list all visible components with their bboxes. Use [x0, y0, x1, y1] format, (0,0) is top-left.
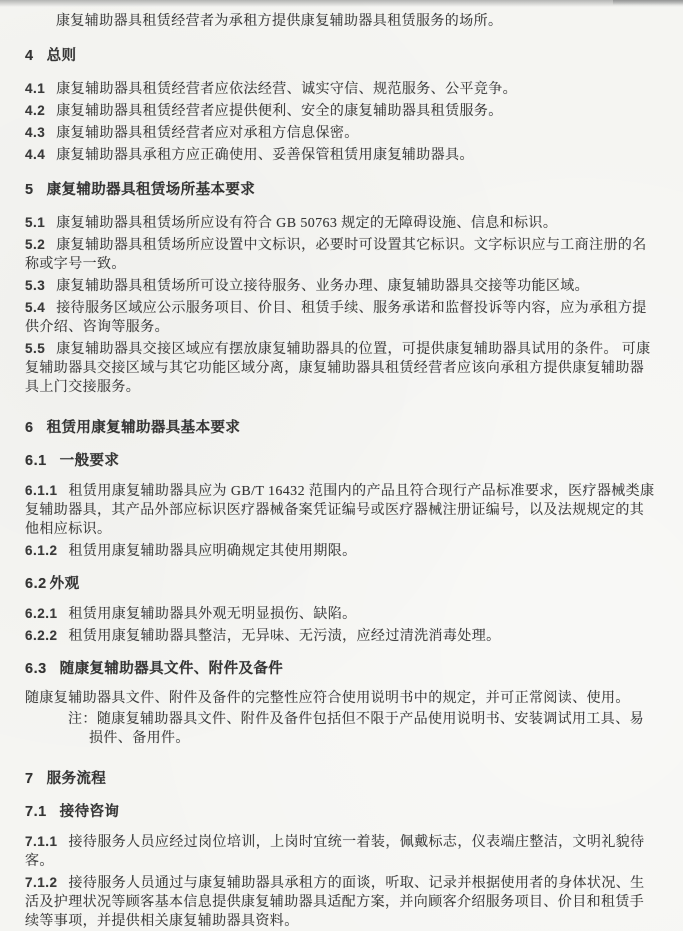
section-4-title: 总则	[46, 48, 77, 64]
clause-4-3-text: 康复辅助器具租赁经营者应对承租方信息保密。	[56, 126, 359, 141]
clause-4-1-text: 康复辅助器具租赁经营者应依法经营、诚实守信、规范服务、公平竞争。	[56, 82, 518, 97]
clause-6-2-1	[25, 604, 657, 624]
clause-6-2-2	[25, 626, 657, 646]
clause-6-1-2-number: 6.1.2	[25, 543, 58, 558]
clause-6-2-2-text: 租赁用康复辅助器具整洁，无异味、无污渍，应经过清洗消毒处理。	[68, 629, 501, 644]
clause-5-1-number: 5.1	[25, 215, 46, 230]
clause-5-3	[25, 276, 657, 296]
clause-6-1-2	[25, 541, 657, 561]
clause-4-4-number: 4.4	[25, 147, 46, 162]
heading-section-6	[25, 418, 657, 438]
clause-5-2-text: 康复辅助器具租赁场所应设置中文标识，必要时可设置其它标识。文字标识应与工商注册的名称或字号一致。	[25, 238, 647, 272]
intro-paragraph: 康复辅助器具租赁经营者为承租方提供康复辅助器具租赁服务的场所。	[56, 14, 503, 29]
clause-7-1-2	[25, 873, 657, 931]
clause-6-1-1-number: 6.1.1	[25, 483, 58, 498]
clause-5-1	[25, 213, 657, 233]
section-6-title: 租赁用康复辅助器具基本要求	[46, 420, 241, 436]
section-6-number: 6	[25, 420, 34, 436]
clause-4-3	[25, 123, 657, 143]
clause-5-4-text: 接待服务区域应公示服务项目、价目、租赁手续、服务承诺和监督投诉等内容，应为承租方提供介绍、咨询等服务。	[25, 301, 647, 335]
clause-4-3-number: 4.3	[25, 125, 46, 140]
clause-5-5	[25, 339, 657, 397]
clause-4-1-number: 4.1	[25, 81, 46, 96]
section-6-3-number: 6.3	[25, 661, 47, 677]
clause-6-1-2-text: 租赁用康复辅助器具应明确规定其使用期限。	[68, 544, 357, 559]
clause-6-2-1-number: 6.2.1	[25, 606, 58, 621]
clause-7-1-1-text: 接待服务人员应经过岗位培训，上岗时宜统一着装，佩戴标志，仪表端庄整洁，文明礼貌待客。	[25, 835, 645, 869]
clause-4-4-text: 康复辅助器具承租方应正确使用、妥善保管租赁用康复辅助器具。	[56, 148, 474, 163]
clause-7-1-2-text: 接待服务人员通过与康复辅助器具承租方的面谈，听取、记录并根据使用者的身体状况、生活及护理状况等顾客基本信息提供康复辅助器具适配方案，并向顾客介绍服务项目、价目和租赁手续等事项，并提供相关康复辅助器具资料。	[25, 876, 645, 929]
clause-5-2	[25, 235, 657, 274]
clause-6-2-2-number: 6.2.2	[25, 628, 58, 643]
clause-6-3-paragraph: 随康复辅助器具文件、附件及备件的完整性应符合使用说明书中的规定，并可正常阅读、使用。	[25, 691, 630, 706]
scan-artifact-top-right	[613, 0, 683, 5]
section-7-1-title: 接待咨询	[59, 804, 120, 820]
heading-section-4	[25, 46, 657, 66]
section-4-number: 4	[25, 48, 34, 64]
section-6-2-number: 6.2	[25, 576, 47, 592]
scan-artifact-top	[0, 0, 683, 7]
section-6-1-number: 6.1	[25, 453, 47, 469]
heading-section-6-1	[25, 451, 657, 471]
clause-4-1	[25, 79, 657, 99]
clause-6-3-note	[25, 710, 657, 748]
heading-section-6-2	[25, 574, 657, 594]
heading-section-5	[25, 180, 657, 200]
clause-6-2-1-text: 租赁用康复辅助器具外观无明显损伤、缺陷。	[68, 607, 357, 622]
section-5-title: 康复辅助器具租赁场所基本要求	[46, 182, 256, 198]
clause-6-1-1	[25, 481, 657, 539]
section-7-title: 服务流程	[46, 771, 107, 787]
clause-5-1-text: 康复辅助器具租赁场所应设有符合 GB 50763 规定的无障碍设施、信息和标识。	[56, 216, 558, 231]
clause-4-2-number: 4.2	[25, 103, 46, 118]
clause-6-1-1-text: 租赁用康复辅助器具应为 GB/T 16432 范围内的产品且符合现行产品标准要求，医疗器械类康复辅助器具，其产品外部应标识医疗器械备案凭证编号或医疗器械注册证编号，以及法规规定的其他相应标识。	[25, 484, 655, 537]
heading-section-7	[25, 769, 657, 789]
heading-section-7-1	[25, 802, 657, 822]
clause-7-1-1-number: 7.1.1	[25, 834, 58, 849]
clause-5-4-number: 5.4	[25, 300, 46, 315]
clause-7-1-2-number: 7.1.2	[25, 875, 58, 890]
clause-7-1-1	[25, 832, 657, 871]
section-7-1-number: 7.1	[25, 804, 47, 820]
clause-5-3-number: 5.3	[25, 278, 46, 293]
clause-5-4	[25, 298, 657, 337]
note-label: 注：	[68, 712, 97, 727]
clause-4-2	[25, 101, 657, 121]
clause-4-2-text: 康复辅助器具租赁经营者应提供便利、安全的康复辅助器具租赁服务。	[56, 104, 503, 119]
clause-5-5-text: 康复辅助器具交接区域应有摆放康复辅助器具的位置，可提供康复辅助器具试用的条件。 可康复辅助器具交接区域与其它功能区域分离，康复辅助器具租赁经营者应该向承租方提供康复辅助器具上门交接服务。	[25, 342, 651, 395]
section-6-3-title: 随康复辅助器具文件、附件及备件	[59, 661, 284, 677]
section-7-number: 7	[25, 771, 34, 787]
clause-4-4	[25, 145, 657, 165]
section-6-1-title: 一般要求	[59, 453, 120, 469]
clause-5-3-text: 康复辅助器具租赁场所可设立接待服务、业务办理、康复辅助器具交接等功能区域。	[56, 279, 590, 294]
section-6-2-title: 外观	[49, 576, 80, 592]
clause-5-5-number: 5.5	[25, 341, 46, 356]
clause-5-2-number: 5.2	[25, 237, 46, 252]
heading-section-6-3	[25, 659, 657, 679]
note-text: 随康复辅助器具文件、附件及备件包括但不限于产品使用说明书、安装调试用工具、易损件、备用件。	[89, 712, 645, 746]
section-5-number: 5	[25, 182, 34, 198]
